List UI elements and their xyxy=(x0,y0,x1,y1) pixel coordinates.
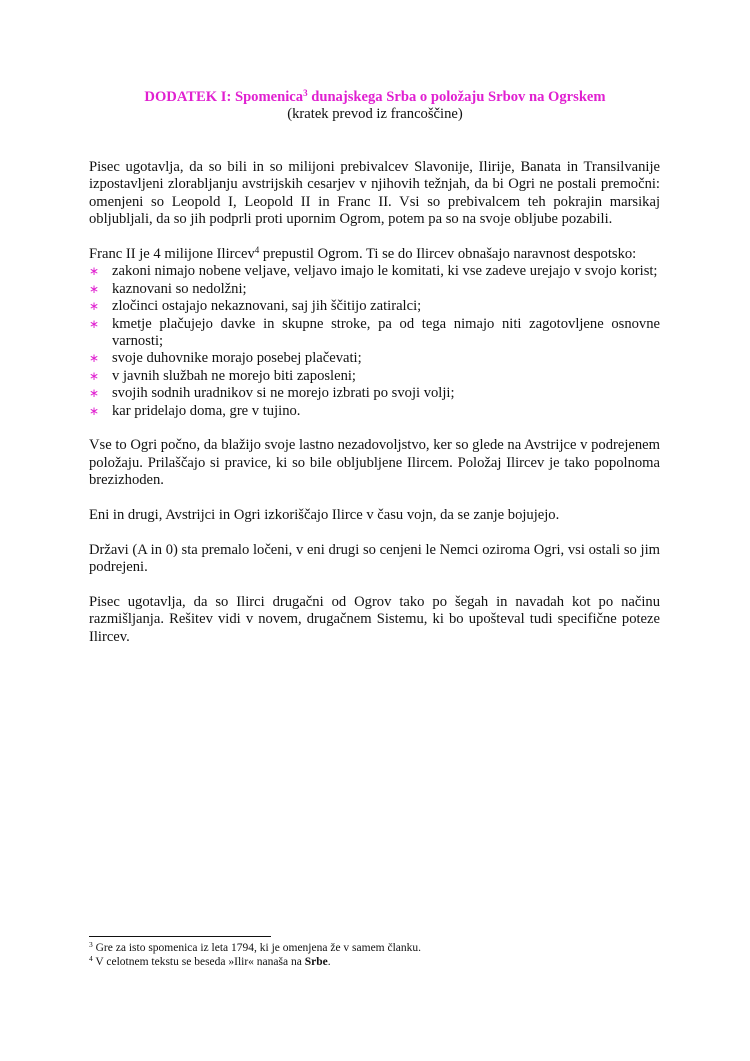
asterisk-bullet-icon: ∗ xyxy=(89,386,100,401)
bullet-item xyxy=(89,281,660,298)
bullet-item xyxy=(89,263,660,280)
bullet-text: kaznovani so nedolžni; xyxy=(112,280,247,297)
paragraph-2 xyxy=(89,246,660,263)
footnote-number: 4 xyxy=(89,954,93,963)
bullet-text: v javnih službah ne morejo biti zaposleni; xyxy=(112,367,356,384)
footnote-3 xyxy=(89,941,421,955)
bullet-text: zakoni nimajo nobene veljave, veljavo imajo le komitati, ki vse zadeve urejajo v svojo korist; xyxy=(112,263,658,280)
paragraph-4: Eni in drugi, Avstrijci in Ogri izkoriščajo Ilirce v času vojn, da se zanje bojujejo. xyxy=(89,507,560,524)
title-text: DODATEK I: Spomenica xyxy=(144,89,304,105)
bullet-item xyxy=(89,403,660,420)
asterisk-bullet-icon: ∗ xyxy=(89,351,100,366)
footnote-number: 3 xyxy=(89,940,93,949)
bullet-text: svojih sodnih uradnikov si ne morejo izbrati po svoji volji; xyxy=(112,385,455,402)
document-title xyxy=(0,89,750,106)
paragraph-1: Pisec ugotavlja, da so bili in so milijoni prebivalcev Slavonije, Ilirije, Banata in Transilvanije izpostavljeni zlorabljanju avstrijskih cesarjev v njihovih težnjah, da bi Ogri ne postali premočni: omenjeni so Leopold I, Leopold II in Franc II. Vsi so prebivalcem teh pokrajin marsikaj obljubljali, da so jih podprli proti upornim Ogrom, potem pa so na svoje obljube pozabili. xyxy=(89,159,660,228)
asterisk-bullet-icon: ∗ xyxy=(89,316,100,331)
title-text-cont: dunajskega Srba o položaju Srbov na Ogrskem xyxy=(307,89,606,105)
bullet-item xyxy=(89,350,660,367)
bullet-text: svoje duhovnike morajo posebej plačevati; xyxy=(112,350,362,367)
bullet-text: zločinci ostajajo nekaznovani, saj jih ščitijo zatiralci; xyxy=(112,298,422,315)
asterisk-bullet-icon: ∗ xyxy=(89,281,100,296)
footnotes xyxy=(89,941,421,969)
document-title-block xyxy=(0,89,750,124)
asterisk-bullet-icon: ∗ xyxy=(89,403,100,418)
document-body xyxy=(89,159,660,664)
bullet-text: kmetje plačujejo davke in skupne stroke, pa od tega nimajo niti zagotovljene osnovne varnosti; xyxy=(112,315,660,350)
footnote-text-end: . xyxy=(327,956,331,968)
bullet-text: kar pridelajo doma, gre v tujino. xyxy=(112,402,301,419)
bullet-item xyxy=(89,368,660,385)
bullet-item xyxy=(89,316,660,351)
asterisk-bullet-icon: ∗ xyxy=(89,264,100,279)
footnote-divider xyxy=(89,936,271,937)
footnote-bold-text: Srbe xyxy=(304,956,328,968)
bullet-list xyxy=(89,263,660,420)
paragraph-6: Pisec ugotavlja, da so Ilirci drugačni od Ogrov tako po šegah in navadah kot po načinu razmišljanja. Rešitev vidi v novem, drugačnem Sistemu, ki bo upošteval tudi specifične poteze Ilircev. xyxy=(89,594,660,645)
asterisk-bullet-icon: ∗ xyxy=(89,299,100,314)
bullet-item xyxy=(89,298,660,315)
document-subtitle: (kratek prevod iz francoščine) xyxy=(287,106,463,123)
paragraph-2-text-cont: prepustil Ogrom. Ti se do Ilircev obnašajo naravnost despotsko: xyxy=(259,246,637,263)
paragraph-2-text: Franc II je 4 milijone Ilircev xyxy=(89,246,255,263)
paragraph-5: Državi (A in 0) sta premalo ločeni, v eni drugi so cenjeni le Nemci oziroma Ogri, vsi ostali so jim podrejeni. xyxy=(89,541,660,576)
footnote-text: V celotnem tekstu se beseda »Ilir« nanaša na xyxy=(92,956,305,968)
footnote-ref-4[interactable]: 4 xyxy=(254,245,260,256)
footnote-4 xyxy=(89,955,421,969)
footnote-ref-3[interactable]: 3 xyxy=(303,88,308,98)
bullet-item xyxy=(89,385,660,402)
footnote-text: Gre za isto spomenica iz leta 1794, ki je omenjena že v samem članku. xyxy=(92,942,422,954)
paragraph-3: Vse to Ogri počno, da blažijo svoje lastno nezadovoljstvo, ker so glede na Avstrijce v podrejenem položaju. Prilaščajo si pravice, ki so bile obljubljene Ilircem. Položaj Ilircev je tako popolnoma brezizhoden. xyxy=(89,437,660,489)
asterisk-bullet-icon: ∗ xyxy=(89,368,100,383)
